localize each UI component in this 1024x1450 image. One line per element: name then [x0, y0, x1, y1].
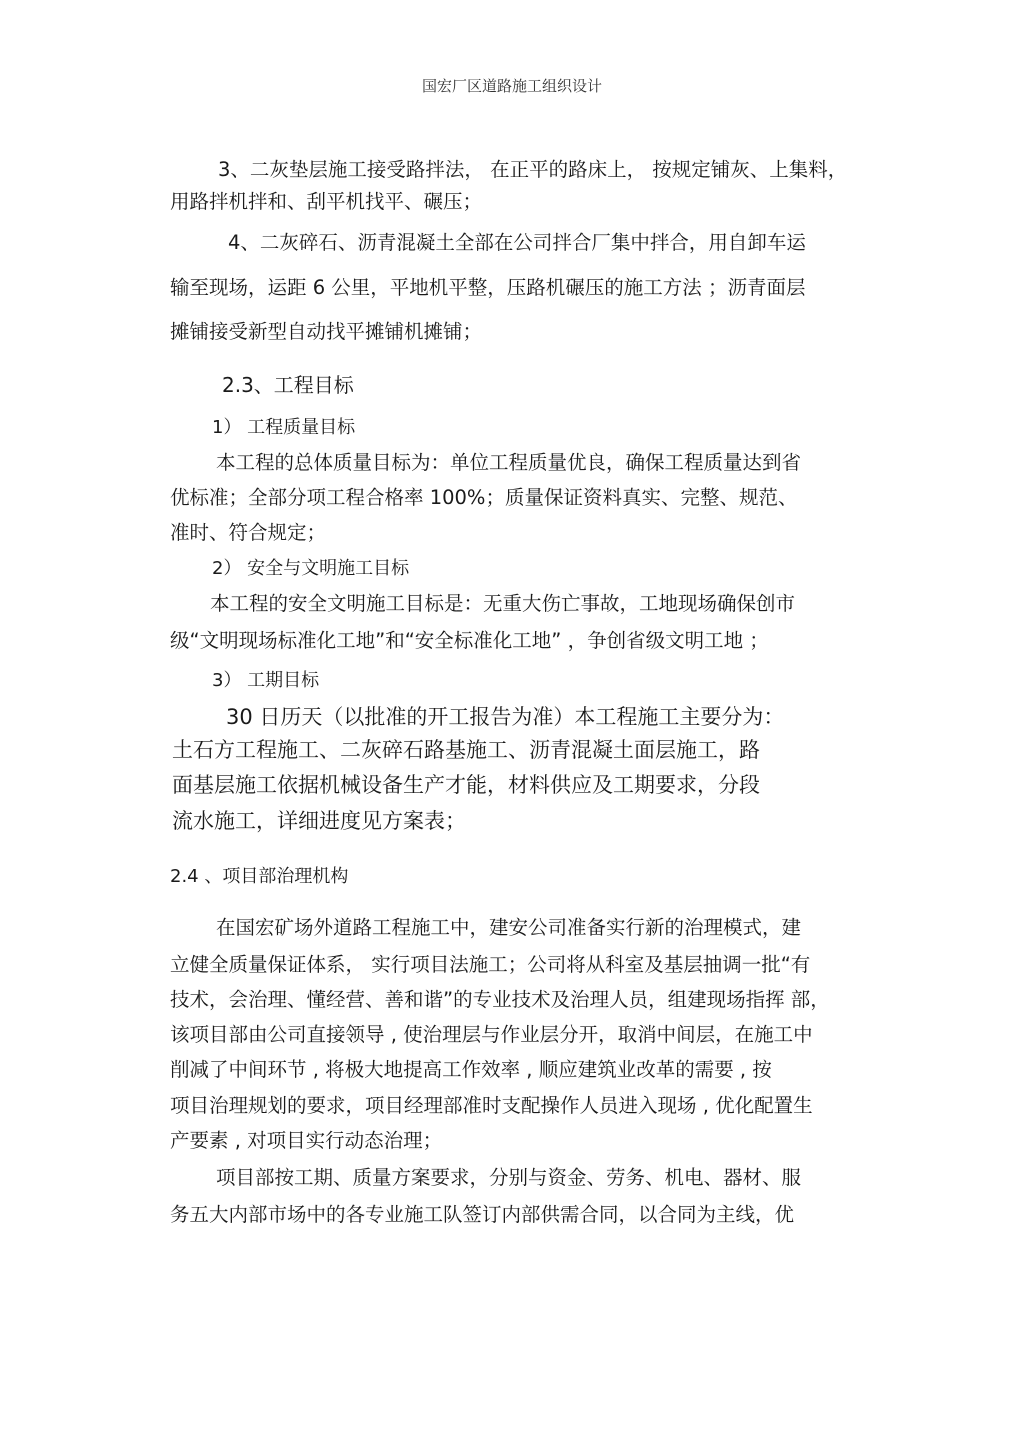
- text-line: 土石方工程施工、二灰碎石路基施工、沥青混凝土面层施工，路: [172, 738, 760, 762]
- text-line: 项目部按工期、质量方案要求，分别与资金、劳务、机电、器材、服: [216, 1166, 802, 1189]
- text-line: 产要素 , 对项目实行动态治理；: [170, 1129, 443, 1152]
- text-line: 级“文明现场标准化工地”和“安全标准化工地” ，争创省级文明工地 ；: [170, 629, 769, 652]
- text-line: 面基层施工依据机械设备生产才能，材料供应及工期要求，分段: [172, 773, 760, 797]
- text-line: 优标准；全部分项工程合格率 100%；质量保证资料真实、完整、规范、: [170, 486, 798, 509]
- section-title: 2.4 、项目部治理机构: [170, 866, 349, 887]
- page-header: 国宏厂区道路施工组织设计: [421, 77, 602, 95]
- text-line: 4、二灰碎石、沥青混凝土全部在公司拌合厂集中拌合，用自卸车运: [228, 231, 806, 254]
- text-line: 用路拌机拌和、刮平机找平、碾压；: [170, 190, 483, 213]
- text-line: 本工程的安全文明施工目标是：无重大伤亡事故，工地现场确保创市: [210, 592, 796, 615]
- subsection-heading: 1） 工程质量目标: [212, 417, 356, 438]
- subsection-heading: 2） 安全与文明施工目标: [212, 558, 410, 579]
- text-line: 输至现场，运距 6 公里，平地机平整，压路机碾压的施工方法 ；沥青面层: [170, 276, 806, 299]
- text-line: 30 日历天（以批准的开工报告为准）本工程施工主要分为：: [226, 705, 785, 729]
- text-line: 技术，会治理、懂经营、善和谐”的专业技术及治理人员，组建现场指挥 部，: [170, 988, 830, 1011]
- text-line: 务五大内部市场中的各专业施工队签订内部供需合同，以合同为主线，优: [170, 1203, 795, 1226]
- text-line: 立健全质量保证体系， 实行项目法施工；公司将从科室及基层抽调一批“有: [170, 953, 811, 976]
- text-line: 在国宏矿场外道路工程施工中，建安公司准备实行新的治理模式，建: [216, 916, 802, 939]
- text-line: 本工程的总体质量目标为：单位工程质量优良，确保工程质量达到省: [216, 451, 802, 474]
- text-line: 3、二灰垫层施工接受路拌法， 在正平的路床上， 按规定铺灰、上集料，: [218, 158, 848, 181]
- section-title: 2.3、工程目标: [222, 373, 354, 397]
- text-line: 准时、符合规定；: [170, 521, 327, 544]
- subsection-heading: 3） 工期目标: [212, 670, 320, 691]
- text-line: 项目治理规划的要求，项目经理部准时支配操作人员进入现场 , 优化配置生: [170, 1094, 813, 1117]
- text-line: 流水施工，详细进度见方案表；: [172, 809, 466, 833]
- text-line: 该项目部由公司直接领导 , 使治理层与作业层分开，取消中间层，在施工中: [170, 1023, 813, 1046]
- text-line: 摊铺接受新型自动找平摊铺机摊铺；: [170, 320, 483, 343]
- text-line: 削减了中间环节 , 将极大地提高工作效率 , 顺应建筑业改革的需要 , 按: [170, 1058, 772, 1081]
